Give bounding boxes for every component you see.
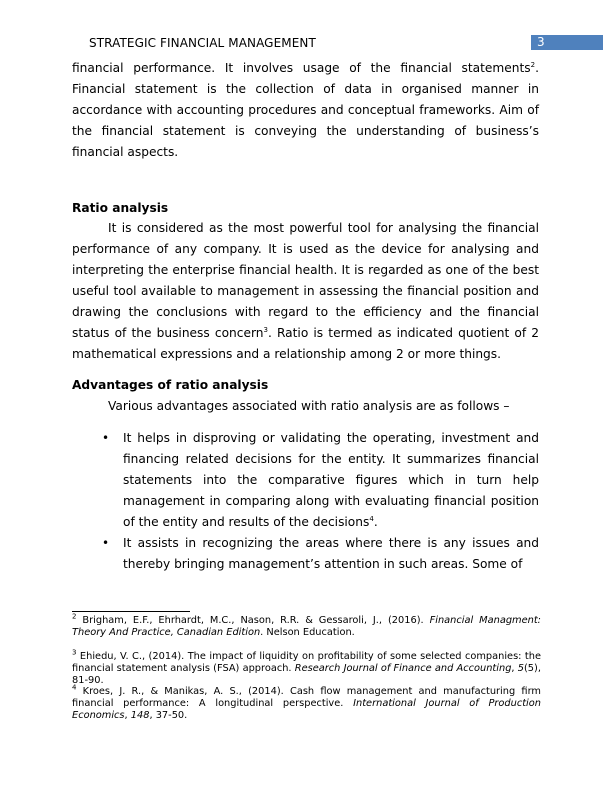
footnote-3: $^3$ Ehiedu, V. C., (2014). The impact of liquidity on profitability of some selected companies: the financial statement analysis (FSA) approach. Research Journal of Finance and Accounting, 5(5), 81-90. [72, 648, 541, 686]
intro-text-continued: . Financial statement is the collection of data in organised manner in accordance with accounting procedures and conceptual frameworks. Aim of the financial statement is conveying the understanding of business’s financial aspects. [72, 61, 539, 159]
footnote-italic: International Journal of Production Economics [72, 698, 541, 721]
bullet-text-tail: . [373, 515, 378, 529]
advantages-heading: Advantages of ratio analysis [72, 378, 269, 392]
footnote-text: Kroes, J. R., & Manikas, A. S., (2014). Cash flow management and manufacturing firm financial performance: A longitudinal perspective. [72, 686, 541, 709]
footnote-tail: , 37-50. [149, 710, 188, 721]
footnote-4: $^4$ Kroes, J. R., & Manikas, A. S., (2014). Cash flow management and manufacturing firm financial performance: A longitudinal perspective. International Journal of Production Economics, 148, 37-50. [72, 683, 541, 721]
bullet-text: It assists in recognizing the areas where there is any issues and thereby bringing management’s attention in such areas. Some of [123, 536, 539, 571]
bullet-icon: • [102, 536, 110, 550]
ratio-analysis-heading: Ratio analysis [72, 201, 169, 215]
footnote-number: 2 [72, 612, 77, 621]
running-header-title: STRATEGIC FINANCIAL MANAGEMENT [89, 36, 316, 50]
list-item [100, 533, 539, 575]
footnote-text: Ehiedu, V. C., (2014). The impact of liquidity on profitability of some selected companies: the financial statement analysis (FSA) approach. [72, 651, 541, 674]
footnote-italic: Research Journal of Finance and Accounting [294, 663, 512, 674]
footnote-ref-3[interactable]: 3 [263, 325, 268, 334]
ratio-analysis-paragraph [72, 218, 539, 365]
ratio-analysis-text-continued: . Ratio is termed as indicated quotient of 2 mathematical expressions and a relationship among 2 or more things. [72, 326, 540, 361]
list-item [100, 428, 539, 533]
footnote-volume: 5 [517, 663, 524, 674]
advantages-list [100, 428, 539, 575]
intro-text: financial performance. It involves usage of the financial statements [72, 61, 531, 75]
footnote-ref-4[interactable]: 4 [369, 514, 374, 523]
ratio-analysis-text: It is considered as the most powerful tool for analysing the financial performance of any company. It is used as the device for analysing and interpreting the enterprise financial health. It is regarded as one of the best useful tool available to management in assessing the financial position and drawing the conclusions with regard to the efficiency and the financial status of the business concern [72, 221, 539, 340]
footnote-number: 4 [72, 683, 77, 692]
footnote-volume: 148 [130, 710, 150, 721]
footnote-separator [72, 611, 190, 612]
footnote-tail: (5), 81-90. [72, 663, 541, 686]
footnote-tail: . Nelson Education. [260, 627, 355, 638]
footnote-italic: Financial Managment: Theory And Practice, Canadian Edition [72, 615, 541, 638]
footnote-number: 3 [72, 648, 77, 657]
footnote-2 [72, 612, 541, 639]
page-number-badge: 3 [531, 35, 603, 50]
bullet-icon: • [102, 431, 110, 445]
advantages-intro: Various advantages associated with ratio analysis are as follows – [108, 399, 510, 413]
footnote-ref-2[interactable]: 2 [530, 60, 536, 69]
bullet-text: It helps in disproving or validating the operating, investment and financing related decisions for the entity. It summarizes financial statements into the comparative figures which in turn help management in comparing along with evaluating financial position of the entity and results of the decisions [123, 431, 539, 529]
intro-paragraph [72, 58, 539, 163]
footnote-text: Brigham, E.F., Ehrhardt, M.C., Nason, R.R. & Gessaroli, J., (2016). [82, 615, 424, 626]
